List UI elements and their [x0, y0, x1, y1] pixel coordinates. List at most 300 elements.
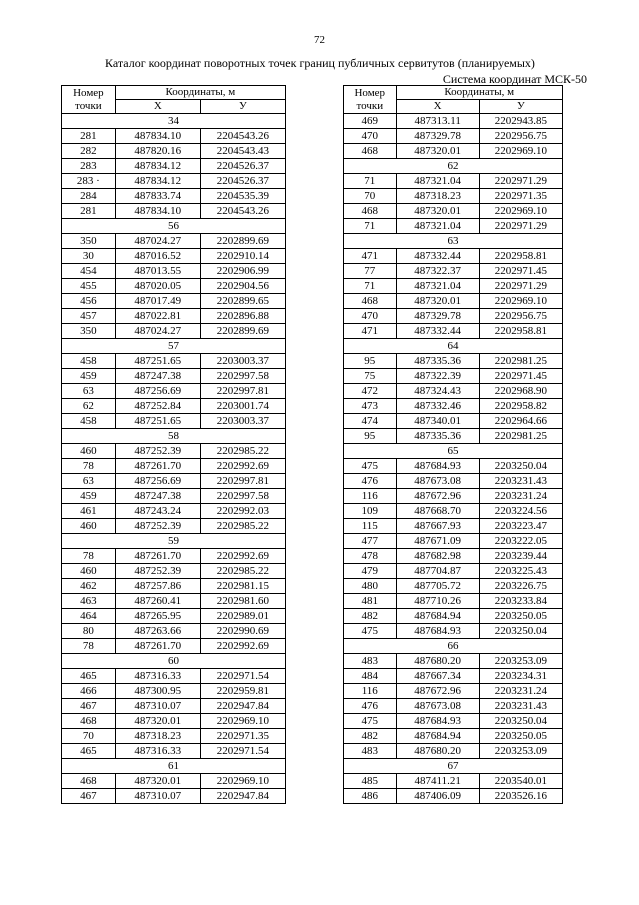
x-coordinate-cell: 487024.27: [115, 324, 200, 339]
table-row: [62, 459, 286, 474]
table-row: [344, 519, 563, 534]
table-row: [344, 549, 563, 564]
point-number-cell: 459: [62, 489, 116, 504]
x-coordinate-cell: 487320.01: [115, 714, 200, 729]
table-row: [62, 594, 286, 609]
table-row: [62, 774, 286, 789]
group-number: 65: [344, 444, 563, 459]
point-number-header: [344, 86, 397, 114]
point-number-cell: 465: [62, 669, 116, 684]
x-coordinate-cell: 487672.96: [396, 489, 479, 504]
coordinates-header: Координаты, м: [396, 86, 562, 100]
document-title: Каталог координат поворотных точек границ публичных сервитутов (планируемых): [105, 56, 535, 70]
x-coordinate-cell: 487321.04: [396, 279, 479, 294]
table-row: [344, 129, 563, 144]
y-coordinate-cell: 2202969.10: [200, 714, 285, 729]
y-coordinate-cell: 2203540.01: [479, 774, 562, 789]
table-row: [62, 189, 286, 204]
x-coordinate-cell: 487017.49: [115, 294, 200, 309]
point-number-cell: 282: [62, 144, 116, 159]
point-header-line2: точки: [356, 99, 384, 112]
point-header-line2: точки: [75, 99, 102, 112]
table-row: [62, 714, 286, 729]
y-header: У: [200, 100, 285, 114]
y-coordinate-cell: 2203234.31: [479, 669, 562, 684]
x-coordinate-cell: 487680.20: [396, 744, 479, 759]
point-number-cell: 95: [344, 429, 397, 444]
group-header-row: [344, 639, 563, 654]
point-number-cell: 71: [344, 279, 397, 294]
coordinates-header: Координаты, м: [115, 86, 285, 100]
table-row: [62, 789, 286, 804]
point-number-cell: 71: [344, 174, 397, 189]
point-number-cell: 485: [344, 774, 397, 789]
group-number: 66: [344, 639, 563, 654]
y-coordinate-cell: 2202956.75: [479, 129, 562, 144]
x-coordinate-cell: 487673.08: [396, 474, 479, 489]
x-coordinate-cell: 487834.12: [115, 159, 200, 174]
point-number-cell: 95: [344, 354, 397, 369]
y-coordinate-cell: 2202899.69: [200, 234, 285, 249]
table-row: [62, 279, 286, 294]
y-coordinate-cell: 2202969.10: [200, 774, 285, 789]
table-row: [62, 624, 286, 639]
point-number-cell: 476: [344, 474, 397, 489]
x-coordinate-cell: 487411.21: [396, 774, 479, 789]
x-coordinate-cell: 487300.95: [115, 684, 200, 699]
point-number-cell: 459: [62, 369, 116, 384]
x-coordinate-cell: 487322.37: [396, 264, 479, 279]
x-coordinate-cell: 487668.70: [396, 504, 479, 519]
group-header-row: [62, 339, 286, 354]
y-coordinate-cell: 2203250.04: [479, 714, 562, 729]
y-coordinate-cell: 2203250.05: [479, 729, 562, 744]
y-coordinate-cell: 2202997.58: [200, 369, 285, 384]
x-coordinate-cell: 487710.26: [396, 594, 479, 609]
y-coordinate-cell: 2202990.69: [200, 624, 285, 639]
x-coordinate-cell: 487316.33: [115, 744, 200, 759]
coordinates-table-left: [61, 85, 286, 804]
point-number-cell: 63: [62, 474, 116, 489]
table-row: [344, 669, 563, 684]
x-coordinate-cell: 487322.39: [396, 369, 479, 384]
y-coordinate-cell: 2203001.74: [200, 399, 285, 414]
table-row: [344, 309, 563, 324]
x-coordinate-cell: 487834.12: [115, 174, 200, 189]
table-row: [344, 624, 563, 639]
point-number-cell: 474: [344, 414, 397, 429]
table-row: [344, 264, 563, 279]
x-coordinate-cell: 487329.78: [396, 309, 479, 324]
page-number: 72: [314, 34, 325, 46]
x-coordinate-cell: 487261.70: [115, 639, 200, 654]
point-number-cell: 350: [62, 234, 116, 249]
table-row: [344, 774, 563, 789]
point-number-cell: 71: [344, 219, 397, 234]
y-coordinate-cell: 2202910.14: [200, 249, 285, 264]
group-header-row: [62, 429, 286, 444]
coordinates-table-right: [343, 85, 563, 804]
y-coordinate-cell: 2202899.65: [200, 294, 285, 309]
x-coordinate-cell: 487016.52: [115, 249, 200, 264]
x-coordinate-cell: 487024.27: [115, 234, 200, 249]
point-number-cell: 465: [62, 744, 116, 759]
table-row: [62, 504, 286, 519]
x-coordinate-cell: 487329.78: [396, 129, 479, 144]
point-number-cell: 475: [344, 714, 397, 729]
group-header-row: [62, 534, 286, 549]
point-number-cell: 472: [344, 384, 397, 399]
point-number-cell: 473: [344, 399, 397, 414]
x-header: X: [115, 100, 200, 114]
y-coordinate-cell: 2203526.16: [479, 789, 562, 804]
point-number-cell: 468: [62, 714, 116, 729]
table-row: [62, 474, 286, 489]
x-coordinate-cell: 487263.66: [115, 624, 200, 639]
x-coordinate-cell: 487705.72: [396, 579, 479, 594]
y-coordinate-cell: 2204526.37: [200, 159, 285, 174]
table-row: [62, 354, 286, 369]
table-row: [62, 579, 286, 594]
point-number-cell: 467: [62, 789, 116, 804]
table-row: [344, 609, 563, 624]
point-number-cell: 478: [344, 549, 397, 564]
x-coordinate-cell: 487260.41: [115, 594, 200, 609]
point-number-cell: 78: [62, 459, 116, 474]
table-row: [344, 654, 563, 669]
group-number: 57: [62, 339, 286, 354]
table-row: [62, 129, 286, 144]
x-coordinate-cell: 487310.07: [115, 699, 200, 714]
table-row: [62, 144, 286, 159]
table-row: [344, 474, 563, 489]
point-number-cell: 483: [344, 654, 397, 669]
x-header: X: [396, 100, 479, 114]
point-number-cell: 116: [344, 489, 397, 504]
x-coordinate-cell: 487673.08: [396, 699, 479, 714]
y-coordinate-cell: 2204543.43: [200, 144, 285, 159]
y-coordinate-cell: 2202992.69: [200, 459, 285, 474]
y-coordinate-cell: 2202899.69: [200, 324, 285, 339]
point-number-cell: 470: [344, 309, 397, 324]
group-number: 62: [344, 159, 563, 174]
y-coordinate-cell: 2202958.81: [479, 324, 562, 339]
point-number-header: [62, 86, 116, 114]
table-row: [62, 384, 286, 399]
y-coordinate-cell: 2202958.82: [479, 399, 562, 414]
point-header-line1: Номер: [73, 86, 104, 99]
table-row: [62, 729, 286, 744]
x-coordinate-cell: 487704.87: [396, 564, 479, 579]
x-coordinate-cell: 487684.94: [396, 609, 479, 624]
y-coordinate-cell: 2202971.29: [479, 219, 562, 234]
table-row: [344, 729, 563, 744]
y-coordinate-cell: 2202985.22: [200, 564, 285, 579]
x-coordinate-cell: 487256.69: [115, 474, 200, 489]
group-header-row: [344, 339, 563, 354]
x-coordinate-cell: 487313.11: [396, 114, 479, 129]
y-coordinate-cell: 2202947.84: [200, 789, 285, 804]
table-row: [62, 489, 286, 504]
x-coordinate-cell: 487321.04: [396, 219, 479, 234]
table-row: [62, 369, 286, 384]
group-header-row: [344, 234, 563, 249]
x-coordinate-cell: 487310.07: [115, 789, 200, 804]
x-coordinate-cell: 487320.01: [396, 144, 479, 159]
x-coordinate-cell: 487320.01: [396, 294, 479, 309]
group-number: 58: [62, 429, 286, 444]
x-coordinate-cell: 487406.09: [396, 789, 479, 804]
table-row: [62, 684, 286, 699]
x-coordinate-cell: 487256.69: [115, 384, 200, 399]
y-coordinate-cell: 2202997.81: [200, 384, 285, 399]
table-row: [62, 324, 286, 339]
point-number-cell: 475: [344, 459, 397, 474]
y-coordinate-cell: 2202981.60: [200, 594, 285, 609]
y-coordinate-cell: 2203231.43: [479, 699, 562, 714]
x-coordinate-cell: 487820.16: [115, 144, 200, 159]
table-row: [62, 444, 286, 459]
x-coordinate-cell: 487261.70: [115, 459, 200, 474]
point-number-cell: 460: [62, 519, 116, 534]
group-number: 67: [344, 759, 563, 774]
y-coordinate-cell: 2202943.85: [479, 114, 562, 129]
table-row: [344, 279, 563, 294]
point-number-cell: 475: [344, 624, 397, 639]
table-row: [62, 249, 286, 264]
x-coordinate-cell: 487321.04: [396, 174, 479, 189]
table-row: [62, 264, 286, 279]
x-coordinate-cell: 487834.10: [115, 204, 200, 219]
y-coordinate-cell: 2202981.25: [479, 354, 562, 369]
table-row: [344, 564, 563, 579]
x-coordinate-cell: 487833.74: [115, 189, 200, 204]
table-row: [62, 399, 286, 414]
y-coordinate-cell: 2203222.05: [479, 534, 562, 549]
point-number-cell: 483: [344, 744, 397, 759]
x-coordinate-cell: 487247.38: [115, 369, 200, 384]
point-number-cell: 468: [62, 774, 116, 789]
y-coordinate-cell: 2203225.43: [479, 564, 562, 579]
left-table-body: [62, 114, 286, 804]
y-coordinate-cell: 2202896.88: [200, 309, 285, 324]
point-number-cell: 468: [344, 144, 397, 159]
table-row: [344, 789, 563, 804]
x-coordinate-cell: 487671.09: [396, 534, 479, 549]
point-number-cell: 482: [344, 609, 397, 624]
x-coordinate-cell: 487684.93: [396, 459, 479, 474]
y-coordinate-cell: 2203253.09: [479, 744, 562, 759]
point-number-cell: 460: [62, 564, 116, 579]
y-coordinate-cell: 2202981.15: [200, 579, 285, 594]
y-coordinate-cell: 2202904.56: [200, 279, 285, 294]
y-coordinate-cell: 2202971.54: [200, 669, 285, 684]
point-number-cell: 455: [62, 279, 116, 294]
point-number-cell: 468: [344, 204, 397, 219]
x-coordinate-cell: 487335.36: [396, 429, 479, 444]
table-row: [62, 294, 286, 309]
point-number-cell: 460: [62, 444, 116, 459]
y-coordinate-cell: 2202971.45: [479, 264, 562, 279]
x-coordinate-cell: 487318.23: [396, 189, 479, 204]
point-number-cell: 477: [344, 534, 397, 549]
table-row: [344, 204, 563, 219]
table-row: [62, 699, 286, 714]
point-number-cell: 281: [62, 129, 116, 144]
y-coordinate-cell: 2202992.69: [200, 549, 285, 564]
table-row: [344, 579, 563, 594]
x-coordinate-cell: 487251.65: [115, 354, 200, 369]
y-coordinate-cell: 2202971.29: [479, 174, 562, 189]
y-coordinate-cell: 2203003.37: [200, 414, 285, 429]
x-coordinate-cell: 487020.05: [115, 279, 200, 294]
table-row: [344, 144, 563, 159]
y-coordinate-cell: 2204543.26: [200, 129, 285, 144]
y-coordinate-cell: 2204535.39: [200, 189, 285, 204]
point-number-cell: 75: [344, 369, 397, 384]
table-row: [344, 399, 563, 414]
table-row: [344, 744, 563, 759]
y-coordinate-cell: 2202971.35: [200, 729, 285, 744]
y-coordinate-cell: 2203239.44: [479, 549, 562, 564]
x-coordinate-cell: 487243.24: [115, 504, 200, 519]
x-coordinate-cell: 487252.39: [115, 444, 200, 459]
y-coordinate-cell: 2202956.75: [479, 309, 562, 324]
y-coordinate-cell: 2202992.69: [200, 639, 285, 654]
point-number-cell: 468: [344, 294, 397, 309]
x-coordinate-cell: 487252.39: [115, 564, 200, 579]
y-coordinate-cell: 2202989.01: [200, 609, 285, 624]
x-coordinate-cell: 487320.01: [396, 204, 479, 219]
y-coordinate-cell: 2202971.45: [479, 369, 562, 384]
y-coordinate-cell: 2203224.56: [479, 504, 562, 519]
y-coordinate-cell: 2204526.37: [200, 174, 285, 189]
table-row: [344, 504, 563, 519]
point-number-cell: 466: [62, 684, 116, 699]
group-number: 59: [62, 534, 286, 549]
group-header-row: [62, 654, 286, 669]
table-row: [344, 189, 563, 204]
group-header-row: [62, 114, 286, 129]
point-number-cell: 283 ·: [62, 174, 116, 189]
table-row: [344, 429, 563, 444]
x-coordinate-cell: 487672.96: [396, 684, 479, 699]
table-row: [344, 219, 563, 234]
y-coordinate-cell: 2202959.81: [200, 684, 285, 699]
table-row: [344, 534, 563, 549]
table-row: [344, 249, 563, 264]
table-row: [344, 684, 563, 699]
x-coordinate-cell: 487667.34: [396, 669, 479, 684]
point-number-cell: 482: [344, 729, 397, 744]
point-number-cell: 457: [62, 309, 116, 324]
point-number-cell: 470: [344, 129, 397, 144]
point-number-cell: 284: [62, 189, 116, 204]
y-coordinate-cell: 2203226.75: [479, 579, 562, 594]
point-number-cell: 456: [62, 294, 116, 309]
right-table-body: [344, 114, 563, 804]
point-number-cell: 462: [62, 579, 116, 594]
point-number-cell: 481: [344, 594, 397, 609]
x-coordinate-cell: 487684.94: [396, 729, 479, 744]
point-number-cell: 454: [62, 264, 116, 279]
point-number-cell: 464: [62, 609, 116, 624]
x-coordinate-cell: 487320.01: [115, 774, 200, 789]
y-coordinate-cell: 2203223.47: [479, 519, 562, 534]
table-row: [62, 414, 286, 429]
point-number-cell: 30: [62, 249, 116, 264]
table-row: [344, 174, 563, 189]
point-number-cell: 471: [344, 324, 397, 339]
x-coordinate-cell: 487680.20: [396, 654, 479, 669]
table-row: [344, 354, 563, 369]
group-header-row: [344, 159, 563, 174]
table-row: [62, 519, 286, 534]
point-number-cell: 109: [344, 504, 397, 519]
y-coordinate-cell: 2202969.10: [479, 144, 562, 159]
point-number-cell: 458: [62, 414, 116, 429]
y-coordinate-cell: 2202958.81: [479, 249, 562, 264]
x-coordinate-cell: 487834.10: [115, 129, 200, 144]
group-number: 34: [62, 114, 286, 129]
point-number-cell: 469: [344, 114, 397, 129]
table-row: [344, 594, 563, 609]
table-row: [62, 159, 286, 174]
table-row: [62, 204, 286, 219]
x-coordinate-cell: 487324.43: [396, 384, 479, 399]
group-number: 61: [62, 759, 286, 774]
table-row: [344, 414, 563, 429]
point-number-cell: 476: [344, 699, 397, 714]
y-coordinate-cell: 2203233.84: [479, 594, 562, 609]
point-number-cell: 283: [62, 159, 116, 174]
y-coordinate-cell: 2203231.24: [479, 684, 562, 699]
x-coordinate-cell: 487265.95: [115, 609, 200, 624]
y-coordinate-cell: 2204543.26: [200, 204, 285, 219]
point-number-cell: 463: [62, 594, 116, 609]
x-coordinate-cell: 487257.86: [115, 579, 200, 594]
x-coordinate-cell: 487332.44: [396, 324, 479, 339]
y-coordinate-cell: 2202906.99: [200, 264, 285, 279]
table-row: [62, 234, 286, 249]
x-coordinate-cell: 487332.46: [396, 399, 479, 414]
point-number-cell: 484: [344, 669, 397, 684]
point-number-cell: 281: [62, 204, 116, 219]
x-coordinate-cell: 487022.81: [115, 309, 200, 324]
y-coordinate-cell: 2202971.54: [200, 744, 285, 759]
table-row: [62, 549, 286, 564]
x-coordinate-cell: 487252.39: [115, 519, 200, 534]
x-coordinate-cell: 487261.70: [115, 549, 200, 564]
x-coordinate-cell: 487318.23: [115, 729, 200, 744]
group-number: 60: [62, 654, 286, 669]
point-number-cell: 480: [344, 579, 397, 594]
group-header-row: [62, 219, 286, 234]
point-number-cell: 115: [344, 519, 397, 534]
table-row: [344, 369, 563, 384]
table-row: [344, 324, 563, 339]
y-coordinate-cell: 2203250.05: [479, 609, 562, 624]
point-number-cell: 471: [344, 249, 397, 264]
x-coordinate-cell: 487335.36: [396, 354, 479, 369]
point-number-cell: 479: [344, 564, 397, 579]
y-coordinate-cell: 2202968.90: [479, 384, 562, 399]
table-row: [344, 699, 563, 714]
group-number: 64: [344, 339, 563, 354]
group-header-row: [62, 759, 286, 774]
x-coordinate-cell: 487013.55: [115, 264, 200, 279]
y-coordinate-cell: 2202981.25: [479, 429, 562, 444]
